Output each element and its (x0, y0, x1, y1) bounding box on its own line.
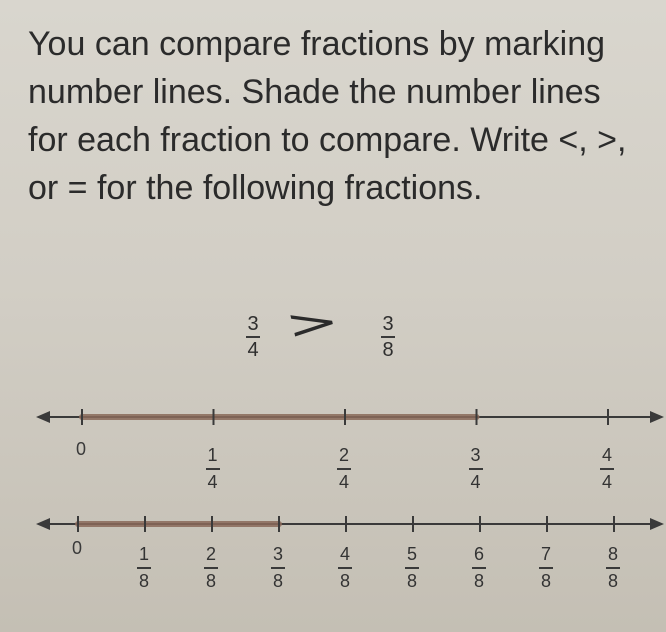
tick-numerator: 8 (607, 544, 618, 564)
fraction-bar (539, 567, 553, 569)
tick-numerator: 4 (339, 544, 350, 564)
tick-label-fraction (539, 544, 553, 592)
tick-label-fraction (206, 445, 220, 493)
fraction-bar (469, 468, 483, 470)
tick-denominator: 8 (540, 571, 551, 591)
fraction-bar (405, 567, 419, 569)
number-line-fourths-axis (0, 405, 666, 435)
fraction-bar (338, 567, 352, 569)
right-arrow-icon (650, 411, 664, 423)
fraction-bar (381, 336, 395, 338)
fraction-bar (271, 567, 285, 569)
tick-label-fraction (469, 445, 483, 493)
fraction-bar (472, 567, 486, 569)
tick-numerator: 5 (406, 544, 417, 564)
left-arrow-icon (36, 518, 50, 530)
tick-denominator: 8 (138, 571, 149, 591)
tick-denominator: 4 (207, 472, 218, 492)
tick-numerator: 1 (138, 544, 149, 564)
tick-label-fraction (338, 544, 352, 592)
tick-denominator: 4 (601, 472, 612, 492)
tick-label-fraction (204, 544, 218, 592)
tick-numerator: 2 (205, 544, 216, 564)
left-denominator: 4 (247, 339, 259, 361)
comparison-answer[interactable]: > (280, 298, 345, 349)
tick-denominator: 8 (339, 571, 350, 591)
fraction-bar (206, 468, 220, 470)
right-arrow-icon (650, 518, 664, 530)
instructions-text: You can compare fractions by marking number lines. Shade the number lines for each fraction to compare. Write <, >, or = for the following fractions. (28, 25, 627, 207)
left-numerator: 3 (247, 313, 259, 335)
tick-label-fraction (271, 544, 285, 592)
fraction-bar (606, 567, 620, 569)
tick-denominator: 8 (205, 571, 216, 591)
tick-denominator: 4 (470, 472, 481, 492)
left-fraction (246, 314, 260, 360)
tick-numerator: 6 (473, 544, 484, 564)
number-line-eighths-axis (0, 512, 666, 542)
fraction-bar (600, 468, 614, 470)
fraction-bar (137, 567, 151, 569)
right-denominator: 8 (382, 339, 394, 361)
fraction-bar (246, 336, 260, 338)
left-arrow-icon (36, 411, 50, 423)
zero-label: 0 (76, 439, 87, 459)
tick-label-fraction (137, 544, 151, 592)
tick-numerator: 1 (207, 445, 218, 465)
zero-label: 0 (72, 538, 83, 558)
tick-numerator: 3 (272, 544, 283, 564)
fraction-bar (337, 468, 351, 470)
tick-label-fraction (405, 544, 419, 592)
tick-denominator: 8 (406, 571, 417, 591)
tick-numerator: 2 (338, 445, 349, 465)
right-numerator: 3 (382, 313, 394, 335)
right-fraction (381, 314, 395, 360)
tick-numerator: 4 (601, 445, 612, 465)
tick-label-fraction (472, 544, 486, 592)
tick-denominator: 8 (272, 571, 283, 591)
tick-numerator: 7 (540, 544, 551, 564)
tick-label-fraction (606, 544, 620, 592)
tick-denominator: 8 (473, 571, 484, 591)
tick-denominator: 8 (607, 571, 618, 591)
tick-numerator: 3 (470, 445, 481, 465)
number-line-fourths[interactable] (0, 405, 666, 495)
fraction-bar (204, 567, 218, 569)
number-line-eighths[interactable] (0, 512, 666, 612)
tick-denominator: 4 (338, 472, 349, 492)
tick-label-fraction (600, 445, 614, 493)
tick-label-fraction (337, 445, 351, 493)
